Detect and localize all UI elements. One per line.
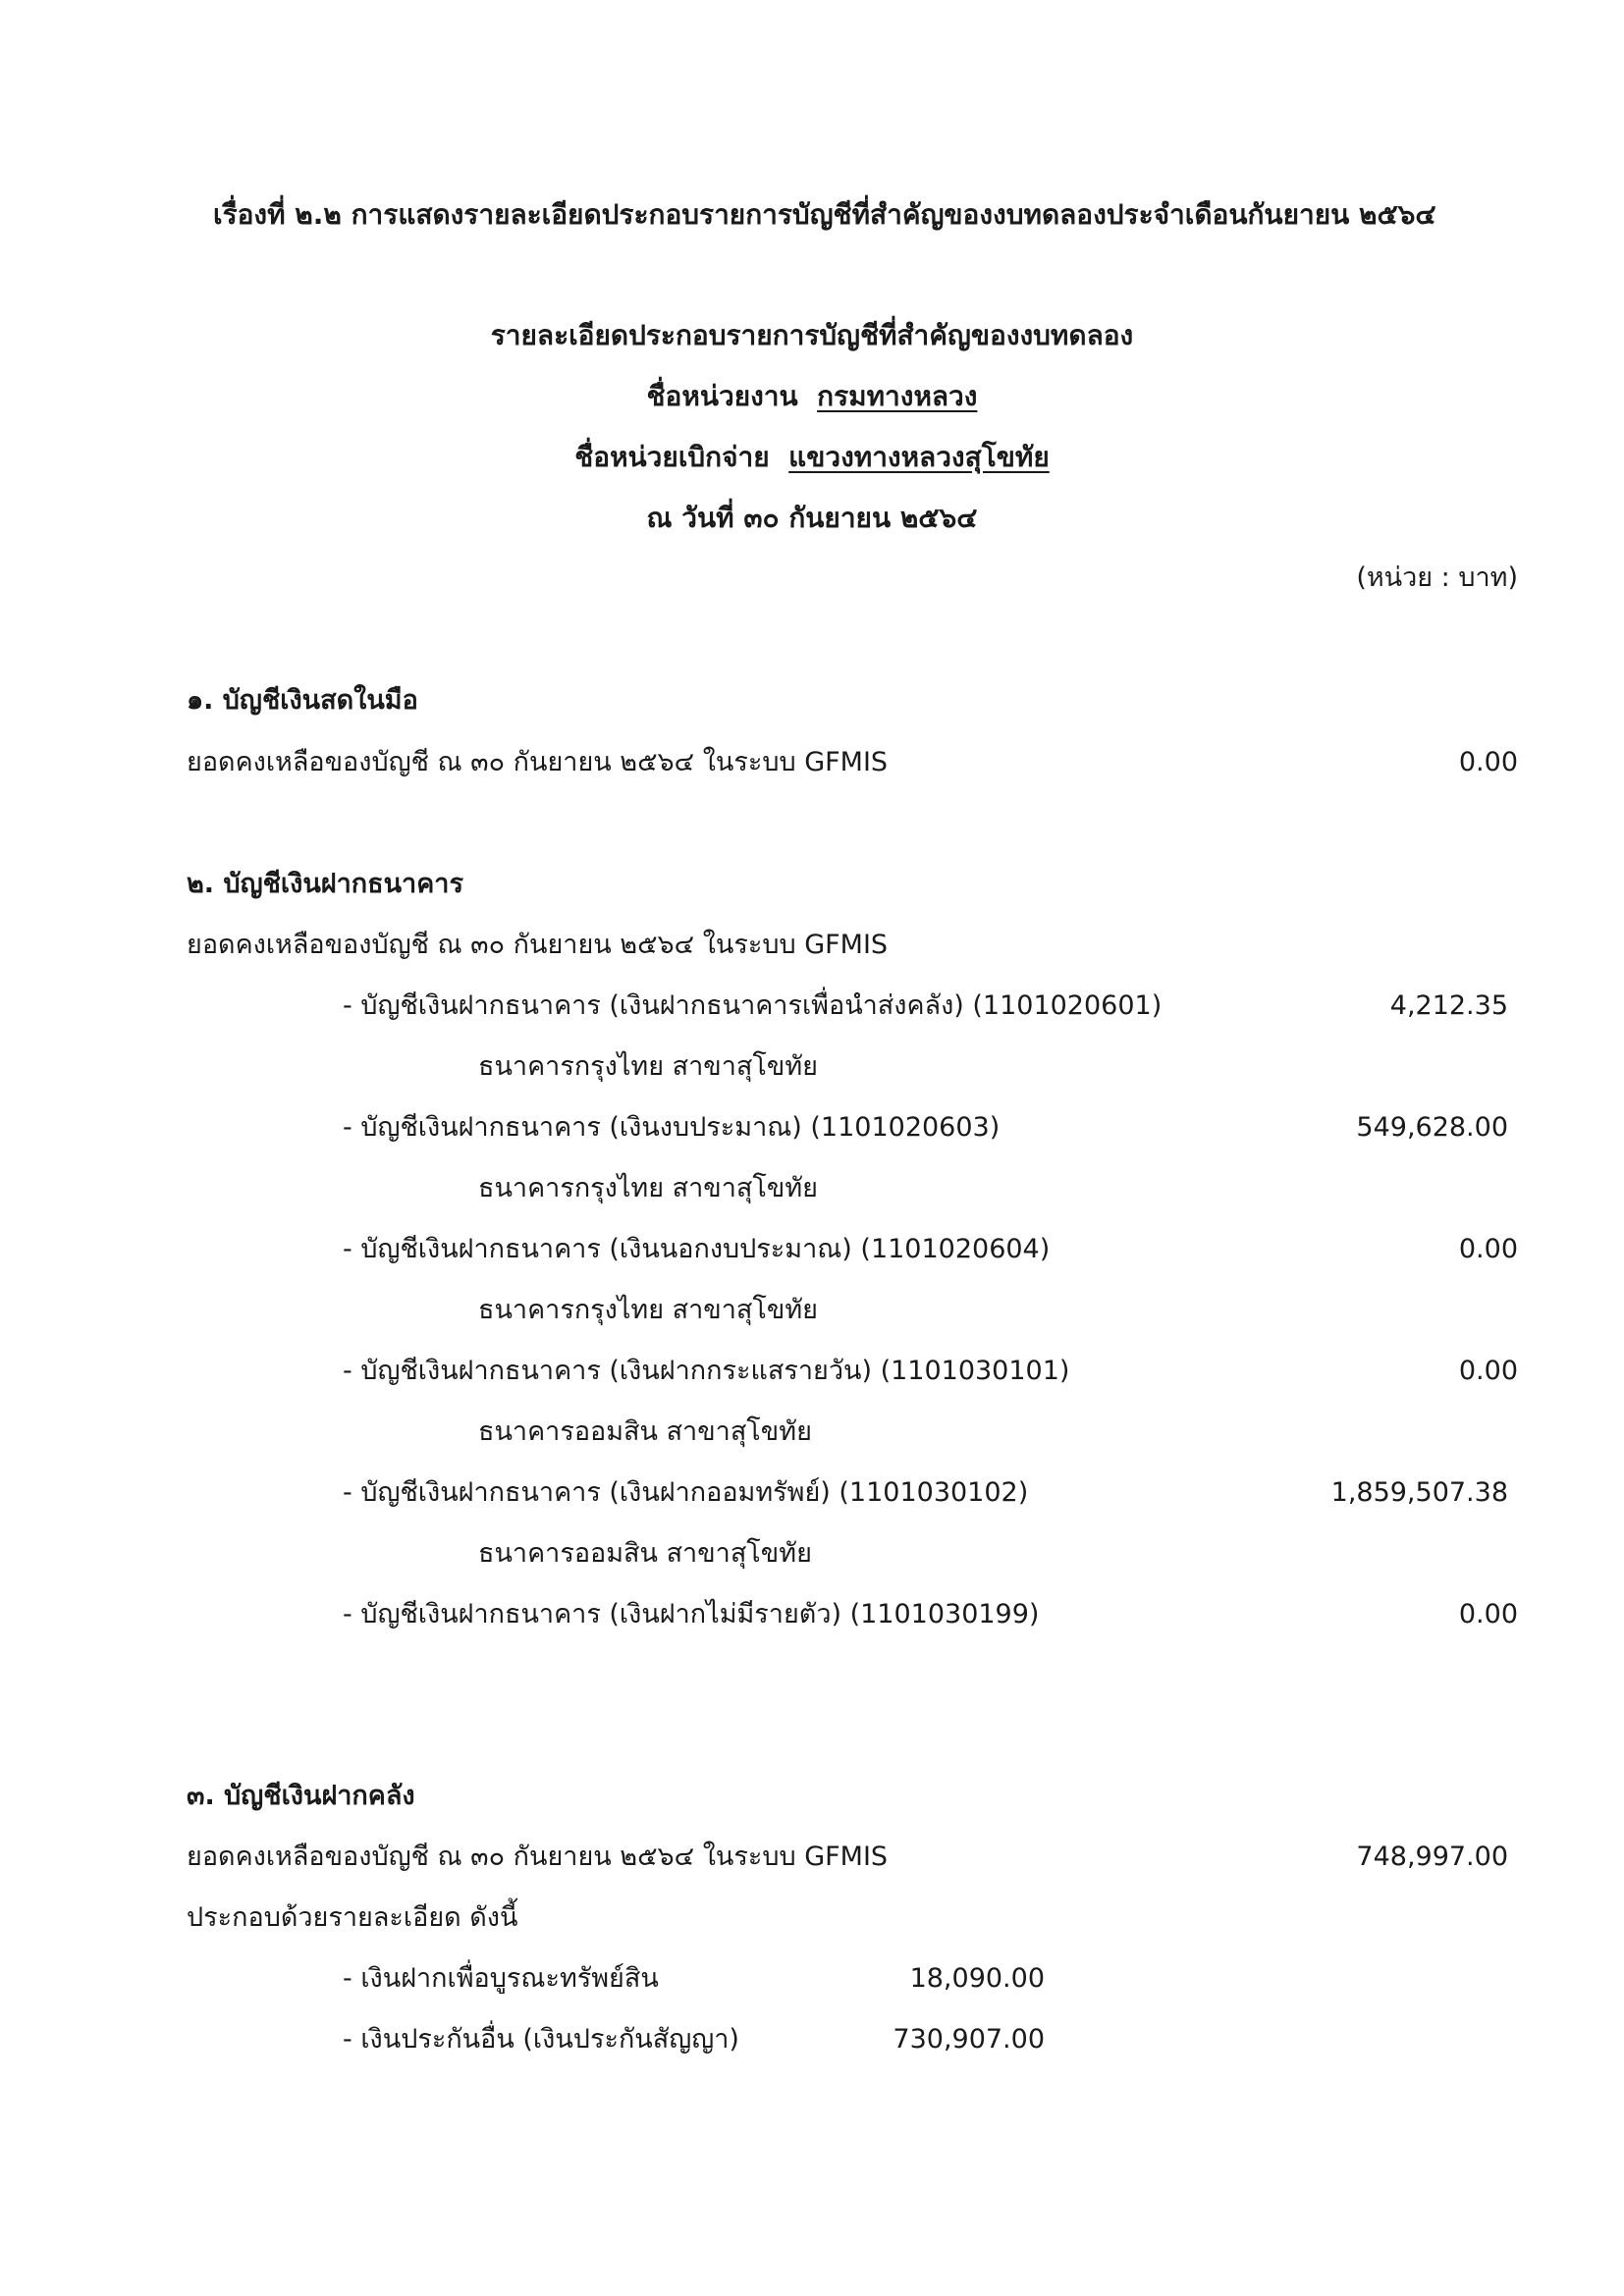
agency-line xyxy=(0,380,1624,412)
deposit-detail-label: - เงินประกันอื่น (เงินประกันสัญญา) xyxy=(343,2024,739,2055)
section1-balance-label: ยอดคงเหลือของบัญชี ณ ๓๐ กันยายน ๒๕๖๔ ในระบบ GFMIS xyxy=(187,747,889,777)
section1-balance-value: 0.00 xyxy=(1458,747,1518,777)
section2-balance-label: ยอดคงเหลือของบัญชี ณ ๓๐ กันยายน ๒๕๖๔ ในระบบ GFMIS xyxy=(187,930,889,960)
section3-heading: ๓. บัญชีเงินฝากคลัง xyxy=(187,1781,415,1811)
bank-account-value: 0.00 xyxy=(1458,1599,1518,1629)
agency-label: ชื่อหน่วยงาน xyxy=(646,380,798,412)
bank-branch: ธนาคารกรุงไทย สาขาสุโขทัย xyxy=(478,1051,818,1082)
bank-account-label: - บัญชีเงินฝากธนาคาร (เงินฝากธนาคารเพื่อนำส่งคลัง) (1101020601) xyxy=(343,990,1163,1021)
bank-account-label: - บัญชีเงินฝากธนาคาร (เงินฝากไม่มีรายตัว) (1101030199) xyxy=(343,1599,1040,1629)
section3-detail-intro: ประกอบด้วยรายละเอียด ดังนี้ xyxy=(187,1902,518,1933)
date-line: ณ วันที่ ๓๐ กันยายน ๒๕๖๔ xyxy=(646,502,978,534)
unit-name: แขวงทางหลวงสุโขทัย xyxy=(788,441,1050,473)
bank-account-value: 0.00 xyxy=(1458,1356,1518,1386)
subject-line: เรื่องที่ ๒.๒ การแสดงรายละเอียดประกอบรายการบัญชีที่สำคัญของงบทดลองประจำเดือนกันยายน ๒๕๖๔ xyxy=(213,198,1436,231)
bank-account-value: 549,628.00 xyxy=(1356,1112,1508,1143)
unit-label: ชื่อหน่วยเบิกจ่าย xyxy=(574,441,770,473)
bank-branch: ธนาคารออมสิน สาขาสุโขทัย xyxy=(478,1416,812,1447)
bank-branch: ธนาคารออมสิน สาขาสุโขทัย xyxy=(478,1538,812,1569)
agency-name: กรมทางหลวง xyxy=(817,380,978,412)
bank-account-label: - บัญชีเงินฝากธนาคาร (เงินฝากกระแสรายวัน) (1101030101) xyxy=(343,1356,1070,1386)
section3-balance-value: 748,997.00 xyxy=(1356,1842,1508,1872)
currency-unit: (หน่วย : บาท) xyxy=(1356,562,1518,593)
section2-heading: ๒. บัญชีเงินฝากธนาคาร xyxy=(187,869,463,899)
bank-branch: ธนาคารกรุงไทย สาขาสุโขทัย xyxy=(478,1173,818,1203)
bank-account-label: - บัญชีเงินฝากธนาคาร (เงินนอกงบประมาณ) (1101020604) xyxy=(343,1234,1051,1264)
disbursing-unit-line xyxy=(0,441,1624,473)
deposit-detail-value: 730,907.00 xyxy=(893,2024,1045,2055)
section3-balance-label: ยอดคงเหลือของบัญชี ณ ๓๐ กันยายน ๒๕๖๔ ในระบบ GFMIS xyxy=(187,1842,889,1872)
bank-account-value: 4,212.35 xyxy=(1389,990,1508,1021)
bank-account-value: 1,859,507.38 xyxy=(1330,1477,1508,1508)
bank-account-value: 0.00 xyxy=(1458,1234,1518,1264)
deposit-detail-label: - เงินฝากเพื่อบูรณะทรัพย์สิน xyxy=(343,1963,659,1994)
bank-branch: ธนาคารกรุงไทย สาขาสุโขทัย xyxy=(478,1295,818,1325)
deposit-detail-value: 18,090.00 xyxy=(909,1963,1045,1994)
document-title: รายละเอียดประกอบรายการบัญชีที่สำคัญของงบทดลอง xyxy=(490,319,1134,351)
bank-account-label: - บัญชีเงินฝากธนาคาร (เงินฝากออมทรัพย์) (1101030102) xyxy=(343,1477,1029,1508)
bank-account-label: - บัญชีเงินฝากธนาคาร (เงินงบประมาณ) (1101020603) xyxy=(343,1112,1001,1143)
section1-heading: ๑. บัญชีเงินสดในมือ xyxy=(187,685,418,716)
